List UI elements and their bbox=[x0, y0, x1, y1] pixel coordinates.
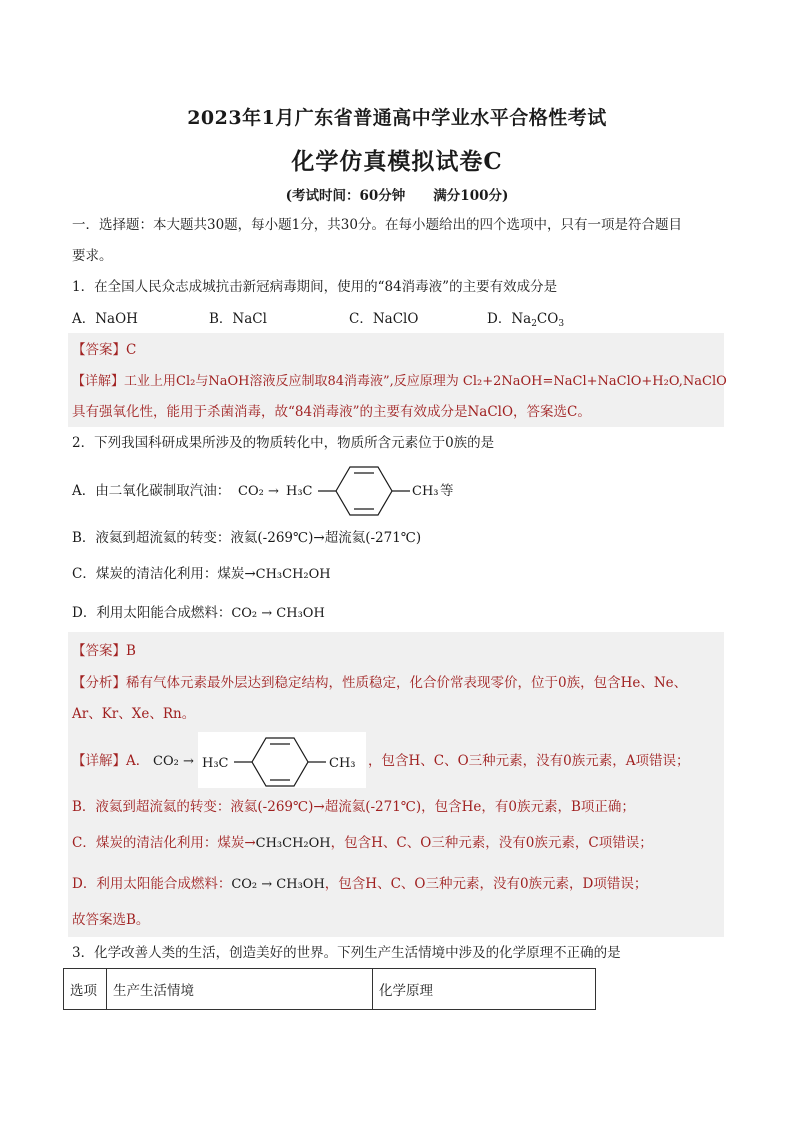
q2-detail-c: C．煤炭的清洁化利用：煤炭→CH₃CH₂OH，包含H、C、O三种元素，没有0族元素，C项错误； bbox=[72, 835, 653, 851]
q2-answer: 【答案】B bbox=[72, 643, 136, 659]
table-header-situation: 生产生活情境 bbox=[107, 969, 373, 1010]
exam-subtitle: 化学仿真模拟试卷C bbox=[291, 148, 503, 175]
exam-title: 2023年1月广东省普通高中学业水平合格性考试 bbox=[187, 107, 607, 129]
q1-option-c: C．NaClO bbox=[349, 311, 419, 327]
section-intro-line1: 一．选择题：本大题共30题，每小题1分，共30分。在每小题给出的四个选项中，只有一项是符合题目 bbox=[72, 217, 682, 233]
table-header-option: 选项 bbox=[64, 969, 107, 1010]
table-header-principle: 化学原理 bbox=[373, 969, 596, 1010]
exam-score: 满分100分) bbox=[433, 188, 509, 204]
svg-text:H₃C: H₃C bbox=[202, 756, 229, 771]
q2-detail-a-co2: CO₂ → bbox=[153, 754, 194, 769]
q2-stem: 2．下列我国科研成果所涉及的物质转化中，物质所含元素位于0族的是 bbox=[72, 435, 495, 451]
q1-detail-line2: 具有强氧化性，能用于杀菌消毒，故“84消毒液”的主要有效成分是NaClO，答案选C。 bbox=[72, 404, 591, 420]
table-row bbox=[64, 969, 596, 1010]
exam-time: (考试时间：60分钟 bbox=[285, 188, 406, 204]
q2-option-a: A．由二氧化碳制取汽油： bbox=[72, 483, 231, 499]
q2-detail-d: D．利用太阳能合成燃料：CO₂ → CH₃OH，包含H、C、O三种元素，没有0族元素，D项错误； bbox=[72, 876, 648, 892]
q2-option-a-formula bbox=[236, 464, 476, 518]
q2-option-c: C．煤炭的清洁化利用：煤炭→CH₃CH₂OH bbox=[72, 566, 331, 582]
q1-option-a: A．NaOH bbox=[72, 311, 138, 327]
q1-detail-line1: 【详解】工业上用Cl₂与NaOH溶液反应制取84消毒液”,反应原理为 Cl₂+2NaOH=NaCl+NaClO+H₂O,NaClO bbox=[72, 374, 727, 389]
q2-detail-a: 【详解】A． bbox=[72, 753, 150, 769]
q3-table bbox=[63, 968, 596, 1010]
q2-detail-b: B．液氦到超流氦的转变：液氦(-269℃)→超流氦(-271℃)，包含He，有0族元素，B项正确； bbox=[72, 799, 635, 815]
q3-stem: 3．化学改善人类的生活，创造美好的世界。下列生产生活情境中涉及的化学原理不正确的是 bbox=[72, 945, 621, 961]
q2-detail-formula-box bbox=[198, 732, 366, 788]
q2-option-b: B．液氦到超流氦的转变：液氦(-269℃)→超流氦(-271℃) bbox=[72, 530, 422, 546]
benzene-ring-icon bbox=[336, 467, 392, 515]
co2-text: CO₂ → bbox=[238, 484, 279, 499]
q1-options bbox=[72, 309, 564, 334]
q1-answer: 【答案】C bbox=[72, 342, 137, 358]
ch3-text: CH₃ bbox=[412, 484, 439, 499]
q2-analysis-line1: 【分析】稀有气体元素最外层达到稳定结构，性质稳定，化合价常表现零价，位于0族，包含He、Ne、 bbox=[72, 675, 688, 691]
q2-option-a-suffix: 等 bbox=[440, 483, 454, 499]
section-intro-line2: 要求。 bbox=[72, 248, 113, 264]
benzene-ring-icon bbox=[252, 738, 308, 786]
q2-conclusion: 故答案选B。 bbox=[72, 912, 150, 928]
exam-info bbox=[0, 184, 794, 204]
svg-text:CH₃: CH₃ bbox=[329, 756, 356, 771]
q2-detail-a-post: ，包含H、C、O三种元素，没有0族元素，A项错误； bbox=[368, 753, 690, 769]
q2-detail-formula bbox=[198, 732, 366, 788]
q2-option-d: D．利用太阳能合成燃料：CO₂ → CH₃OH bbox=[72, 605, 325, 621]
q1-option-b: B．NaCl bbox=[209, 311, 267, 327]
q1-stem: 1．在全国人民众志成城抗击新冠病毒期间，使用的“84消毒液”的主要有效成分是 bbox=[72, 279, 558, 295]
q2-analysis-line2: Ar、Kr、Xe、Rn。 bbox=[72, 706, 196, 722]
h3c-text: H₃C bbox=[286, 484, 313, 499]
q1-option-d: D．$Na_2CO_3$ bbox=[487, 311, 565, 329]
